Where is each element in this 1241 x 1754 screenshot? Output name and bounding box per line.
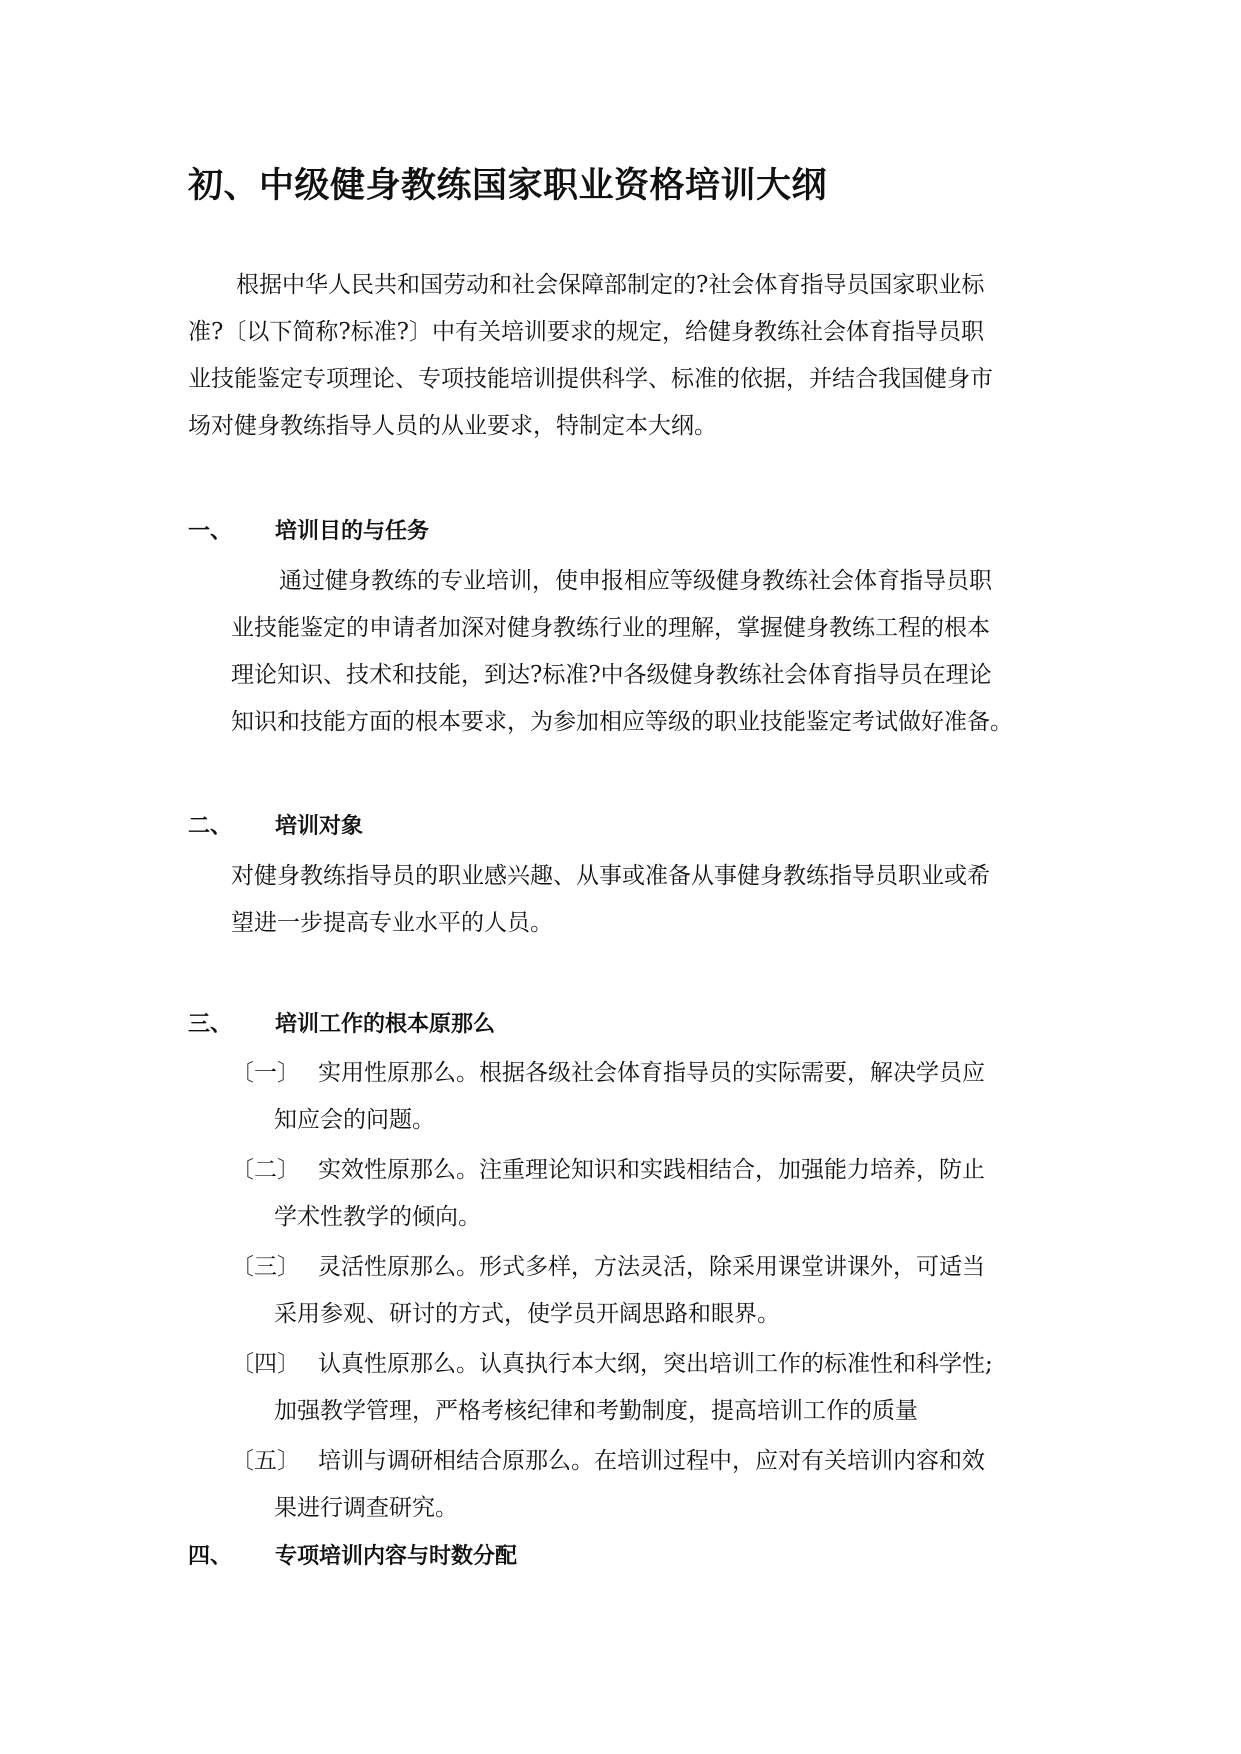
item-text: 加强教学管理，严格考核纪律和考勤制度，提高培训工作的质量 xyxy=(274,1398,918,1424)
item-number: 〔三〕 xyxy=(231,1254,300,1280)
section-title: 培训工作的根本原那么 xyxy=(275,1012,496,1037)
section-number: 一、 xyxy=(188,519,233,544)
section-title: 培训目的与任务 xyxy=(275,519,430,544)
paragraph-line: 理论知识、技术和技能，到达?标准?中各级健身教练社会体育指导员在理论 xyxy=(231,662,992,688)
item-text: 知应会的问题。 xyxy=(274,1107,435,1133)
intro-line: 准?〔以下简称?标准?〕中有关培训要求的规定，给健身教练社会体育指导员职 xyxy=(188,319,984,345)
item-text: 培训与调研相结合原那么。在培训过程中，应对有关培训内容和效 xyxy=(318,1448,985,1474)
item-text: 实效性原那么。注重理论知识和实践相结合，加强能力培养，防止 xyxy=(318,1157,985,1183)
item-number: 〔二〕 xyxy=(231,1157,300,1183)
intro-line: 根据中华人民共和国劳动和社会保障部制定的?社会体育指导员国家职业标 xyxy=(236,272,985,298)
document-title: 初、中级健身教练国家职业资格培训大纲 xyxy=(188,166,828,206)
paragraph-line: 对健身教练指导员的职业感兴趣、从事或准备从事健身教练指导员职业或希 xyxy=(231,863,990,889)
item-number: 〔五〕 xyxy=(231,1448,300,1474)
intro-line: 场对健身教练指导人员的从业要求，特制定本大纲。 xyxy=(188,413,717,439)
item-text: 认真性原那么。认真执行本大纲，突出培训工作的标准性和科学性; xyxy=(318,1351,993,1377)
item-text: 实用性原那么。根据各级社会体育指导员的实际需要，解决学员应 xyxy=(318,1060,985,1086)
item-text: 学术性教学的倾向。 xyxy=(274,1204,481,1230)
item-text: 果进行调查研究。 xyxy=(274,1495,458,1521)
section-title: 专项培训内容与时数分配 xyxy=(275,1544,518,1569)
item-number: 〔四〕 xyxy=(231,1351,300,1377)
section-title: 培训对象 xyxy=(275,814,364,839)
section-number: 三、 xyxy=(188,1012,233,1037)
section-number: 四、 xyxy=(188,1544,233,1569)
paragraph-line: 业技能鉴定的申请者加深对健身教练行业的理解，掌握健身教练工程的根本 xyxy=(231,615,990,641)
paragraph-line: 通过健身教练的专业培训，使申报相应等级健身教练社会体育指导员职 xyxy=(279,568,992,594)
paragraph-line: 知识和技能方面的根本要求，为参加相应等级的职业技能鉴定考试做好准备。 xyxy=(231,709,1013,735)
item-text: 灵活性原那么。形式多样，方法灵活，除采用课堂讲课外，可适当 xyxy=(318,1254,985,1280)
intro-line: 业技能鉴定专项理论、专项技能培训提供科学、标准的依据，并结合我国健身市 xyxy=(188,366,993,392)
paragraph-line: 望进一步提高专业水平的人员。 xyxy=(231,910,553,936)
section-number: 二、 xyxy=(188,814,233,839)
item-number: 〔一〕 xyxy=(231,1060,300,1086)
item-text: 采用参观、研讨的方式，使学员开阔思路和眼界。 xyxy=(274,1301,780,1327)
